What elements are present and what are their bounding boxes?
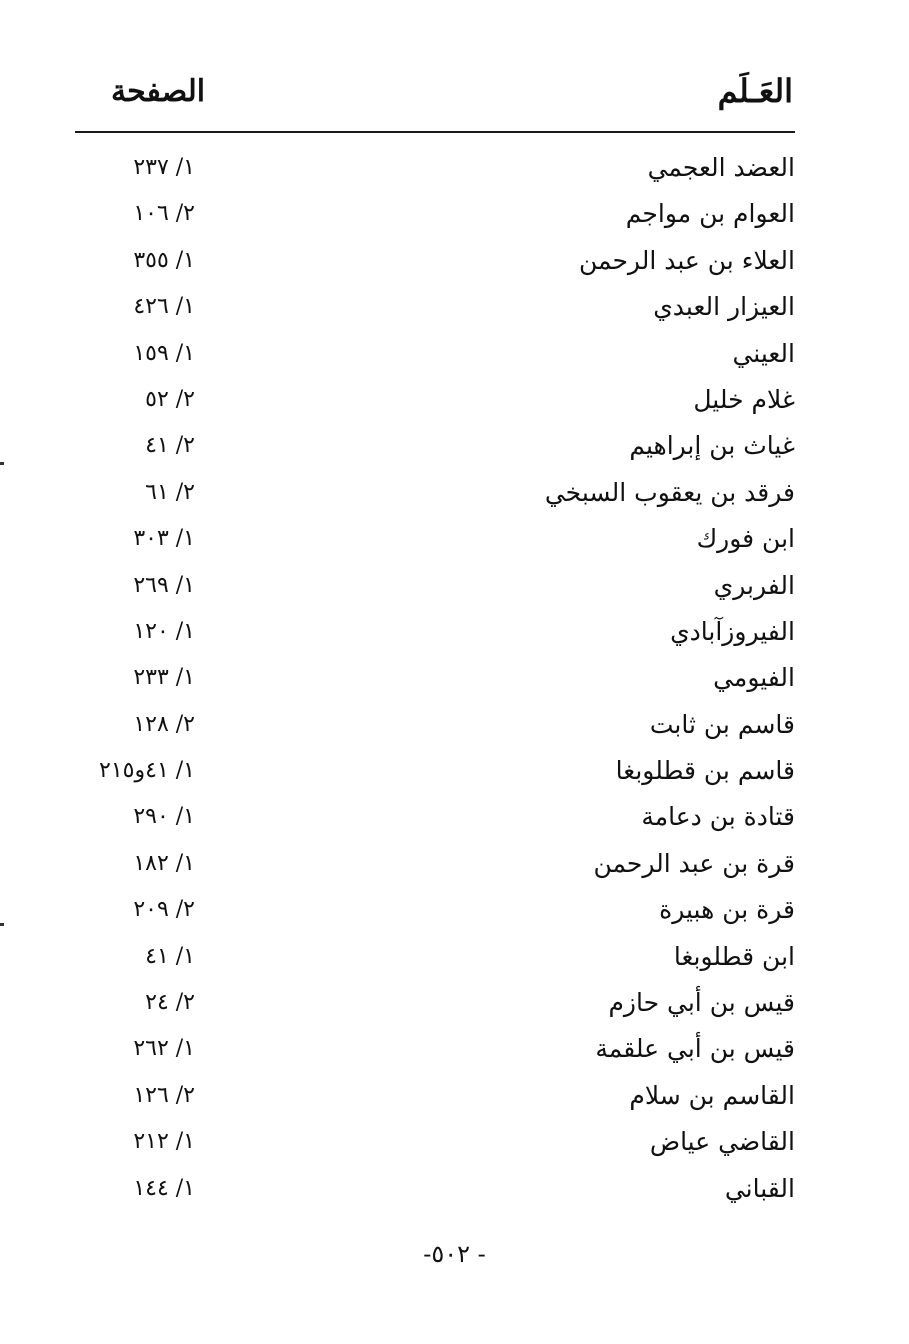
- index-entries: [75, 145, 795, 1212]
- entry-name: الفيروزآبادي: [670, 616, 795, 646]
- entry-name: قرة بن عبد الرحمن: [593, 848, 795, 878]
- index-entry: [75, 887, 795, 933]
- entry-name: العلاء بن عبد الرحمن: [578, 245, 795, 275]
- index-entry: [75, 377, 795, 423]
- entry-page-ref: ٢/ ٢٠٩: [133, 897, 195, 923]
- entry-page-ref: ١/ ٢٦٩: [133, 572, 195, 598]
- entry-name: فرقد بن يعقوب السبخي: [544, 477, 795, 507]
- entry-page-ref: ٢/ ١٢٦: [133, 1082, 195, 1108]
- entry-page-ref: ٢/ ٦١: [145, 479, 195, 505]
- index-entry: [75, 1073, 795, 1119]
- index-entry: [75, 1166, 795, 1212]
- entry-page-ref: ٢/ ١٢٨: [133, 711, 195, 737]
- index-entry: [75, 191, 795, 237]
- index-entry: [75, 655, 795, 701]
- index-entry: [75, 423, 795, 469]
- entry-name: قتادة بن دعامة: [641, 802, 795, 832]
- index-entry: [75, 470, 795, 516]
- index-entry: [75, 1119, 795, 1165]
- index-entry: [75, 841, 795, 887]
- entry-name: قيس بن أبي حازم: [608, 988, 795, 1018]
- index-entry: [75, 980, 795, 1026]
- name-column-heading: العَـلَم: [717, 72, 793, 110]
- entry-page-ref: ١/ ١٢٠: [133, 618, 195, 644]
- index-entry: [75, 609, 795, 655]
- page-column-heading: الصفحة: [111, 74, 206, 109]
- index-entry: [75, 1026, 795, 1072]
- entry-page-ref: ١/ ٢٩٠: [133, 804, 195, 830]
- entry-name: قرة بن هبيرة: [659, 895, 795, 925]
- entry-page-ref: ١/ ٢٣٣: [133, 665, 195, 691]
- entry-name: ابن قطلوبغا: [673, 941, 795, 971]
- entry-page-ref: ١/ ٢١٢: [133, 1129, 195, 1155]
- entry-page-ref: ٢/ ٥٢: [145, 386, 195, 412]
- entry-page-ref: ١/ ١٥٩: [133, 340, 195, 366]
- entry-page-ref: ١/ ٣٥٥: [133, 247, 195, 273]
- index-header: [75, 72, 795, 122]
- entry-name: العيزار العبدي: [653, 292, 795, 322]
- index-entry: [75, 145, 795, 191]
- header-divider: [75, 131, 795, 133]
- entry-name: غلام خليل: [693, 384, 795, 414]
- entry-page-ref: ١/ ١٨٢: [133, 850, 195, 876]
- scan-edge-mark: [0, 923, 4, 926]
- entry-name: القاضي عياض: [649, 1127, 795, 1157]
- entry-page-ref: ١/ ١٤٤: [133, 1175, 195, 1201]
- entry-name: العوام بن مواجم: [625, 199, 795, 229]
- entry-page-ref: ١/ ٤١: [145, 943, 195, 969]
- index-entry: [75, 748, 795, 794]
- entry-name: العيني: [732, 338, 795, 368]
- entry-name: قيس بن أبي علقمة: [595, 1034, 795, 1064]
- page-number: - ٥٠٢-: [423, 1240, 486, 1268]
- index-entry: [75, 794, 795, 840]
- entry-name: الفيومي: [713, 663, 795, 693]
- index-entry: [75, 934, 795, 980]
- scan-edge-mark: [0, 462, 4, 465]
- index-entry: [75, 331, 795, 377]
- index-entry: [75, 284, 795, 330]
- index-entry: [75, 516, 795, 562]
- index-entry: [75, 238, 795, 284]
- entry-page-ref: ٢/ ١٠٦: [133, 201, 195, 227]
- entry-name: ابن فورك: [696, 524, 795, 554]
- entry-name: القباني: [724, 1173, 795, 1203]
- entry-name: قاسم بن ثابت: [649, 709, 795, 739]
- entry-page-ref: ١/ ٢٦٢: [133, 1036, 195, 1062]
- index-entry: [75, 563, 795, 609]
- entry-page-ref: ٢/ ٤١: [145, 433, 195, 459]
- entry-name: قاسم بن قطلوبغا: [615, 756, 795, 786]
- entry-page-ref: ٢/ ٢٤: [145, 990, 195, 1016]
- entry-page-ref: ١/ ٤٢٦: [133, 294, 195, 320]
- entry-page-ref: ١/ ٢٣٧: [133, 155, 195, 180]
- entry-page-ref: ١/ ٣٠٣: [133, 526, 195, 552]
- entry-name: غياث بن إبراهيم: [629, 431, 795, 461]
- entry-name: الفربري: [713, 570, 795, 600]
- entry-name: القاسم بن سلام: [629, 1080, 795, 1110]
- entry-page-ref: ١/ ٤١و٢١٥: [99, 758, 195, 784]
- entry-name: العضد العجمي: [647, 153, 795, 182]
- index-entry: [75, 702, 795, 748]
